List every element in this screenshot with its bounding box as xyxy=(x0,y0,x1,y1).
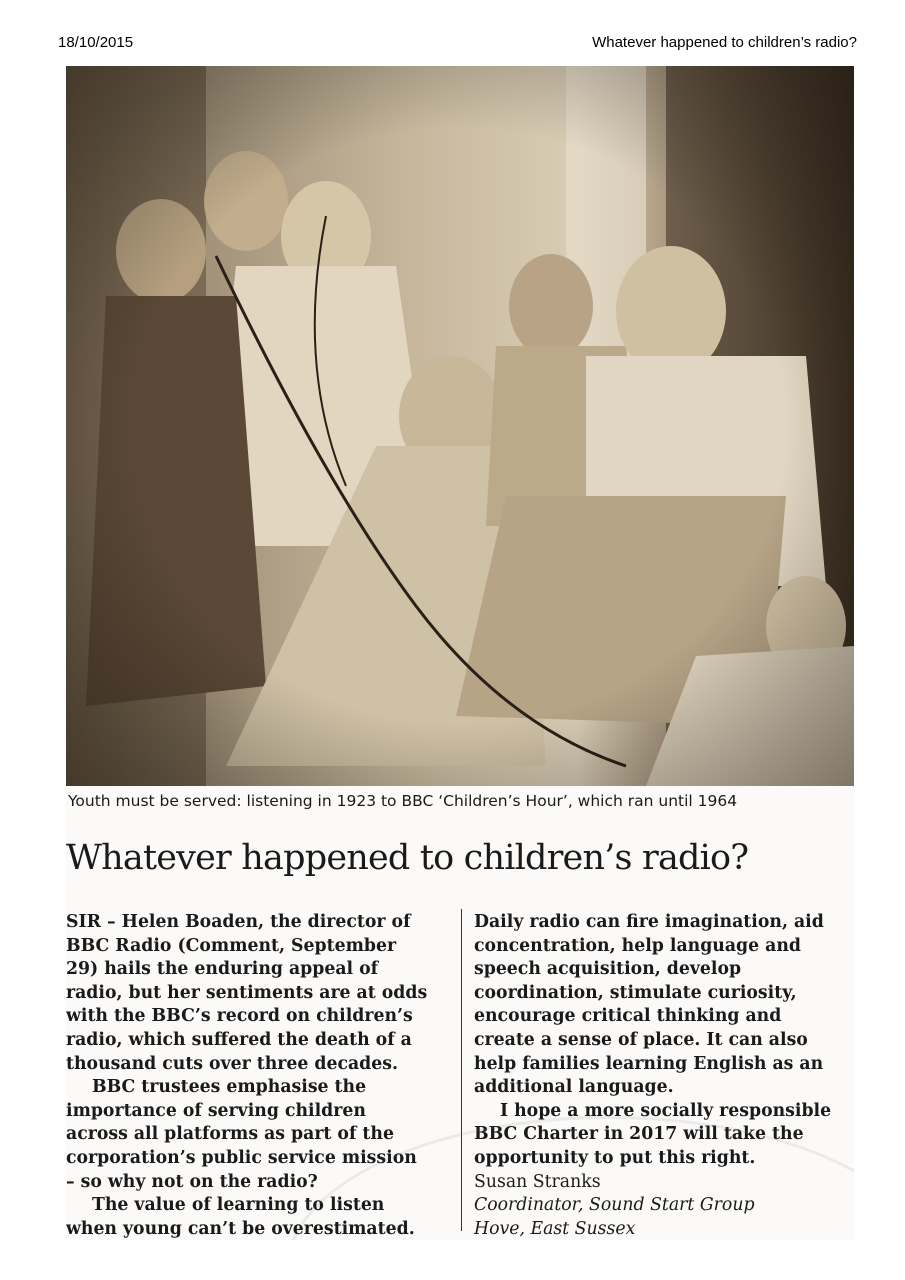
signature-role: Coordinator, Sound Start Group xyxy=(474,1195,755,1216)
text-line: – so why not on the radio? xyxy=(66,1171,318,1192)
text-line: I hope a more socially responsible xyxy=(500,1100,832,1121)
text-line: thousand cuts over three decades. xyxy=(66,1053,399,1074)
text-line: importance of serving children xyxy=(66,1100,366,1121)
article-headline: Whatever happened to children’s radio? xyxy=(66,838,749,878)
text-line: speech acquisition, develop xyxy=(474,959,742,980)
text-line: radio, but her sentiments are at odds xyxy=(66,982,428,1003)
column-divider xyxy=(461,909,462,1231)
text-line: The value of learning to listen xyxy=(92,1195,385,1216)
sepia-photo-children-headphones xyxy=(66,66,854,786)
text-line: corporation’s public service mission xyxy=(66,1147,417,1168)
text-line: 29) hails the enduring appeal of xyxy=(66,959,379,980)
text-line: across all platforms as part of the xyxy=(66,1124,394,1145)
letter-paragraph-2 xyxy=(66,1076,452,1194)
photo-caption: Youth must be served: listening in 1923 to BBC ‘Children’s Hour’, which ran until 1964 xyxy=(68,792,738,810)
letter-paragraph-4 xyxy=(474,911,854,1100)
signature-name: Susan Stranks xyxy=(474,1171,601,1192)
text-line: BBC Radio (Comment, September xyxy=(66,935,397,956)
letter-column-left xyxy=(66,911,452,1240)
letter-paragraph-5 xyxy=(474,1100,854,1171)
letter-paragraph-1 xyxy=(66,911,452,1076)
text-line: encourage critical thinking and xyxy=(474,1006,782,1027)
text-line: concentration, help language and xyxy=(474,935,801,956)
letter-column-right xyxy=(474,911,854,1240)
text-line: when young can’t be overestimated. xyxy=(66,1218,415,1239)
print-date: 18/10/2015 xyxy=(58,34,134,51)
signature-place: Hove, East Sussex xyxy=(474,1218,636,1239)
text-line: additional language. xyxy=(474,1077,674,1098)
text-line: opportunity to put this right. xyxy=(474,1147,756,1168)
text-line: create a sense of place. It can also xyxy=(474,1029,808,1050)
text-line: coordination, stimulate curiosity, xyxy=(474,982,797,1003)
text-line: help families learning English as an xyxy=(474,1053,824,1074)
text-line: BBC Charter in 2017 will take the xyxy=(474,1124,804,1145)
newspaper-clipping xyxy=(66,66,854,1240)
text-line: – Helen Boaden, the director of xyxy=(100,912,411,932)
salutation: SIR xyxy=(66,912,101,932)
photo-illustration xyxy=(66,66,854,786)
text-line: BBC trustees emphasise the xyxy=(92,1077,367,1098)
text-line: radio, which suffered the death of a xyxy=(66,1029,412,1050)
print-page-title: Whatever happened to children’s radio? xyxy=(592,34,857,51)
text-line: Daily radio can fire imagination, aid xyxy=(474,912,824,932)
text-line: with the BBC’s record on children’s xyxy=(66,1006,413,1027)
letter-paragraph-3 xyxy=(66,1194,452,1240)
